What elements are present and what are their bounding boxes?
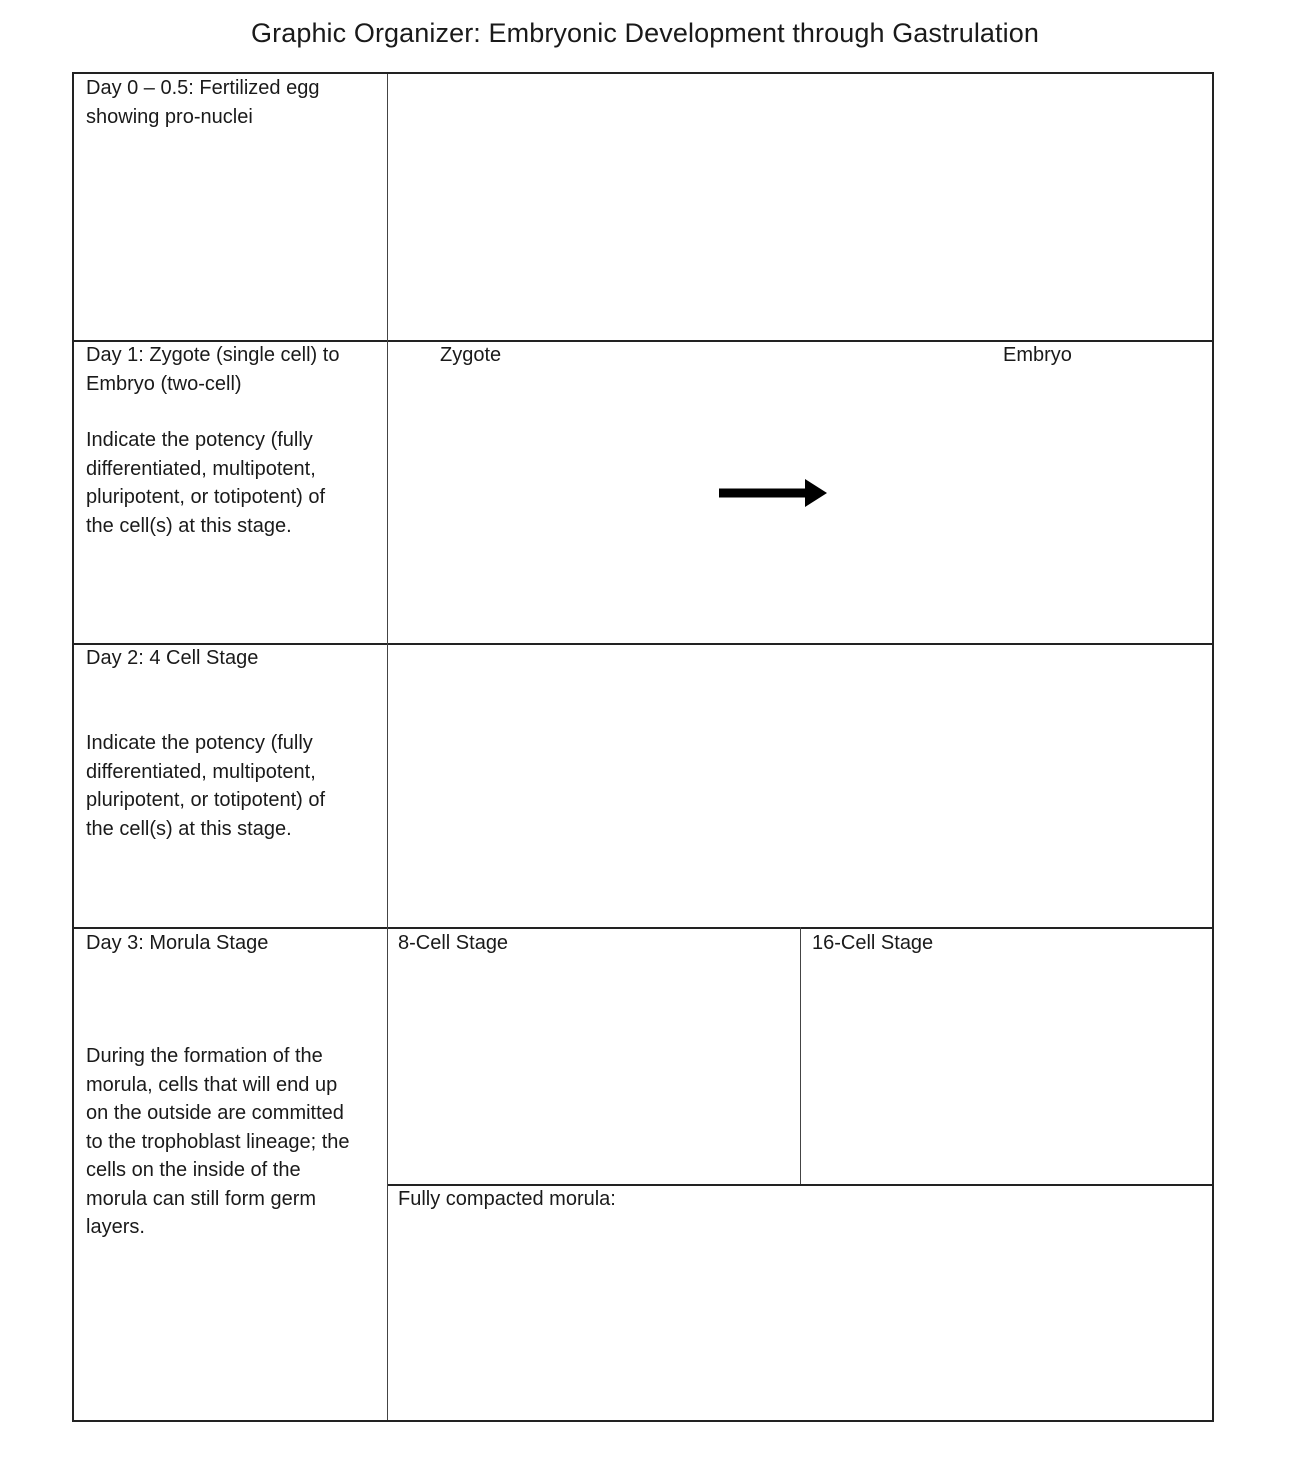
page-title: Graphic Organizer: Embryonic Development through Gastrulation bbox=[251, 18, 1039, 48]
day1-potency-prompt bbox=[86, 426, 325, 540]
eight-cell-stage-heading: 8-Cell Stage bbox=[398, 932, 509, 954]
day1-label-line2: Embryo (two-cell) bbox=[86, 372, 242, 395]
note-line: morula, cells that will end up bbox=[86, 1073, 338, 1096]
day2-label: Day 2: 4 Cell Stage bbox=[86, 647, 259, 669]
arrow-head bbox=[805, 479, 827, 507]
day0-label bbox=[86, 74, 319, 131]
note-line: morula can still form germ bbox=[86, 1187, 317, 1210]
day0-label-line2: showing pro-nuclei bbox=[86, 105, 253, 128]
day1-label-line1: Day 1: Zygote (single cell) to bbox=[86, 344, 340, 366]
day0-label-line1: Day 0 – 0.5: Fertilized egg bbox=[86, 77, 320, 99]
prompt-line: Indicate the potency (fully bbox=[86, 732, 313, 754]
zygote-heading: Zygote bbox=[440, 344, 502, 366]
note-line: on the outside are committed bbox=[86, 1102, 344, 1124]
column-divider bbox=[800, 927, 801, 1184]
day1-label bbox=[86, 341, 339, 398]
right-arrow-icon bbox=[717, 478, 829, 508]
note-line: During the formation of the bbox=[86, 1045, 323, 1067]
arrow-shaft bbox=[719, 489, 807, 498]
note-line: layers. bbox=[86, 1216, 145, 1238]
embryo-heading: Embryo bbox=[1003, 344, 1072, 366]
day3-label: Day 3: Morula Stage bbox=[86, 932, 269, 954]
organizer-table bbox=[72, 72, 1214, 1422]
note-line: cells on the inside of the bbox=[86, 1159, 301, 1181]
prompt-line: the cell(s) at this stage. bbox=[86, 514, 292, 537]
prompt-line: pluripotent, or totipotent) of bbox=[86, 789, 326, 811]
prompt-line: Indicate the potency (fully bbox=[86, 429, 313, 451]
prompt-line: differentiated, multipotent, bbox=[86, 760, 316, 783]
prompt-line: the cell(s) at this stage. bbox=[86, 817, 292, 840]
sixteen-cell-stage-heading: 16-Cell Stage bbox=[812, 932, 934, 954]
note-line: to the trophoblast lineage; the bbox=[86, 1130, 350, 1153]
day3-morula-note bbox=[86, 1042, 350, 1242]
compacted-morula-heading: Fully compacted morula: bbox=[398, 1188, 616, 1210]
prompt-line: pluripotent, or totipotent) of bbox=[86, 486, 326, 508]
day2-potency-prompt bbox=[86, 729, 325, 843]
prompt-line: differentiated, multipotent, bbox=[86, 457, 316, 480]
column-divider bbox=[387, 74, 388, 1420]
